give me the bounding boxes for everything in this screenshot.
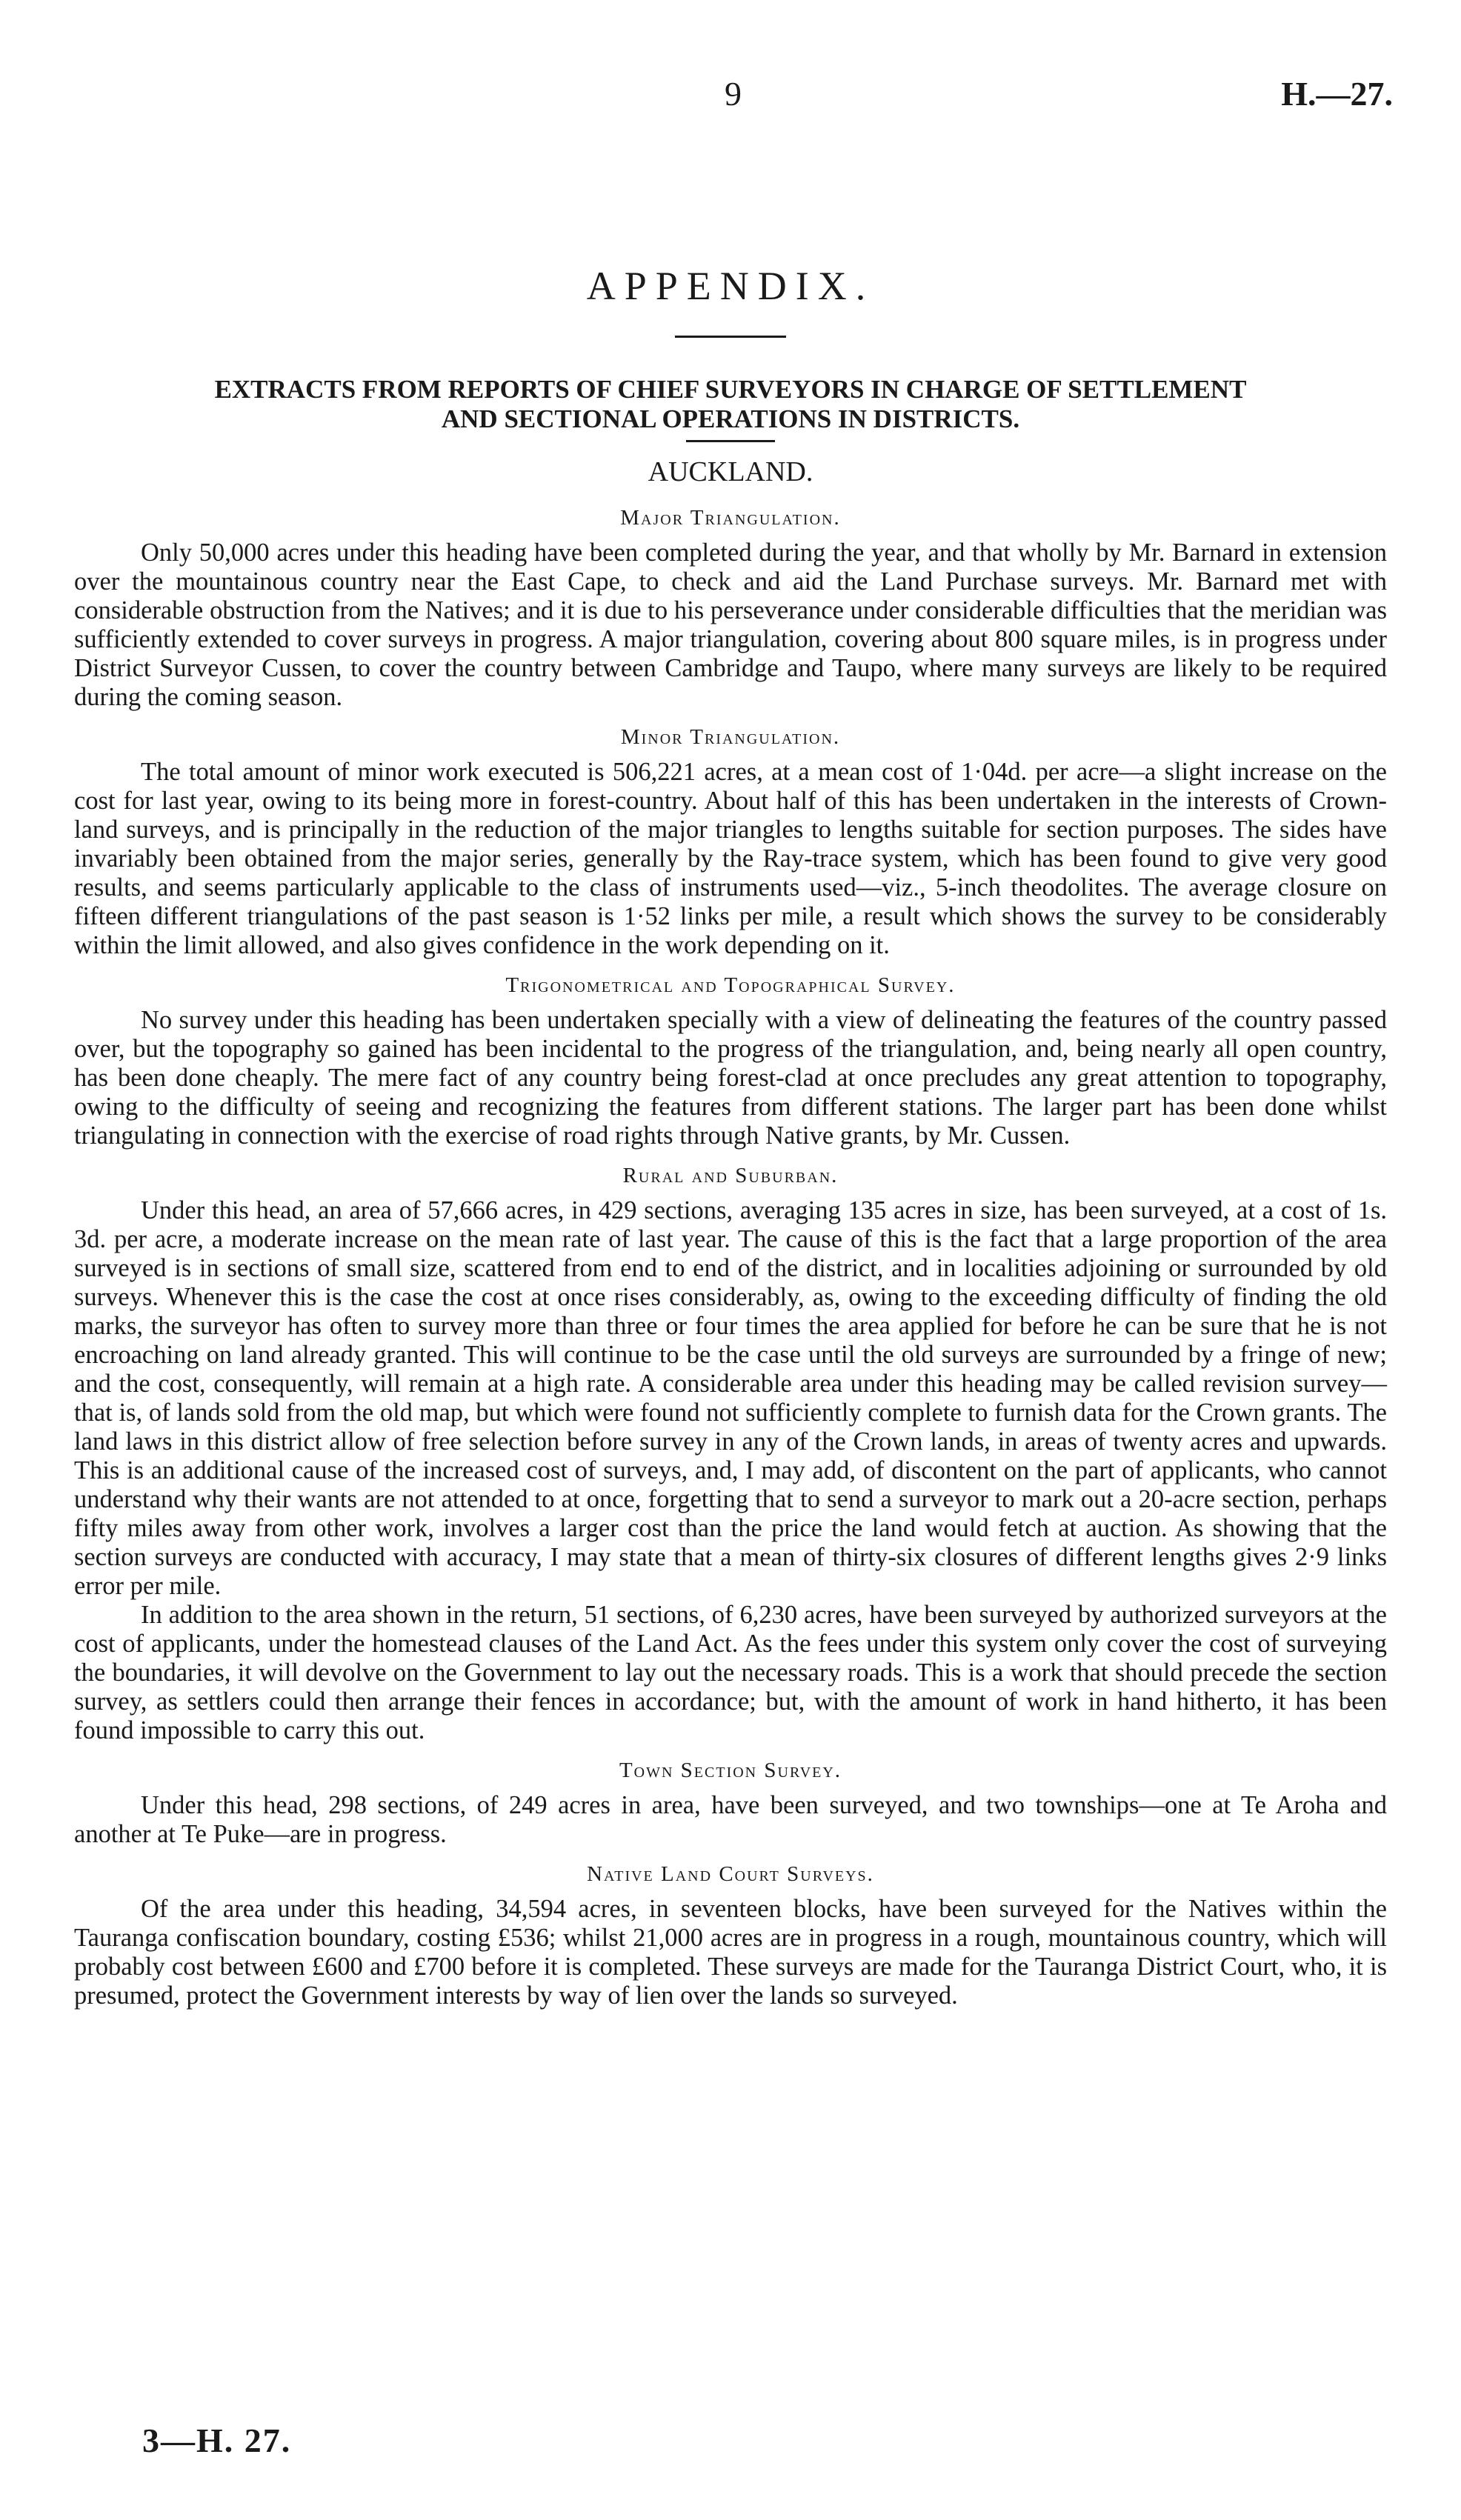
section-heading: Trigonometrical and Topographical Survey. bbox=[505, 973, 956, 997]
section-heading: Native Land Court Surveys. bbox=[587, 1862, 874, 1886]
section-town-survey bbox=[74, 1757, 1387, 1849]
extracts-heading-line-2: AND SECTIONAL OPERATIONS IN DISTRICTS. bbox=[441, 404, 1020, 433]
section-heading: Town Section Survey. bbox=[619, 1759, 842, 1782]
page-number: 9 bbox=[725, 75, 742, 113]
section-native-land-court bbox=[74, 1861, 1387, 2010]
section-rural-suburban bbox=[74, 1162, 1387, 1745]
page-header bbox=[0, 74, 1461, 126]
section-trigonometrical-survey bbox=[74, 972, 1387, 1150]
document-reference: H.—27. bbox=[1281, 75, 1393, 113]
appendix-title: APPENDIX. bbox=[586, 264, 875, 308]
section-minor-triangulation bbox=[74, 724, 1387, 960]
section-paragraph: Under this head, 298 sections, of 249 acres in area, have been surveyed, and two townships—one at Te Aroha and another at Te Puke—are in progress. bbox=[74, 1791, 1387, 1848]
section-paragraph: In addition to the area shown in the return, 51 sections, of 6,230 acres, have been surveyed by authorized surveyors at the cost of applicants, under the homestead clauses of the Land Act. As the fees under this system only cover the cost of surveying the boundaries, it will devolve on the Government to lay out the necessary roads. This is a work that should precede the section survey, as settlers could then arrange their fences in accordance; but, with the amount of work in hand hitherto, it has been found impossible to carry this out. bbox=[74, 1601, 1387, 1744]
section-paragraph: Of the area under this heading, 34,594 acres, in seventeen blocks, have been surveyed for the Natives within the Tauranga confiscation boundary, costing £536; whilst 21,000 acres are in progress in a rough, mountainous country, which will probably cost between £600 and £700 before it is completed. These surveys are made for the Tauranga District Court, who, it is presumed, protect the Government interests by way of lien over the lands so surveyed. bbox=[74, 1895, 1387, 2010]
district-heading: AUCKLAND. bbox=[648, 456, 813, 487]
main-text-column bbox=[74, 263, 1387, 2010]
section-major-triangulation bbox=[74, 504, 1387, 712]
section-paragraph: No survey under this heading has been undertaken specially with a view of delineating the features of the country passed over, but the topography so gained has been incidental to the progress of the triangulation, and, being nearly all open country, has been done cheaply. The mere fact of any country being forest-clad at once precludes any great attention to topography, owing to the difficulty of seeing and recognizing the features from different stations. The larger part has been done whilst triangulating in connection with the exercise of road rights through Native grants, by Mr. Cussen. bbox=[74, 1006, 1387, 1150]
title-divider bbox=[675, 336, 786, 338]
section-paragraph: Under this head, an area of 57,666 acres, in 429 sections, averaging 135 acres in size, has been surveyed, at a cost of 1s. 3d. per acre, a moderate increase on the mean rate of last year. The cause of this is the fact that a large proportion of the area surveyed is in sections of small size, scattered from end to end of the district, and in localities adjoining or surrounded by old surveys. Whenever this is the case the cost at once rises considerably, as, owing to the exceeding difficulty of finding the old marks, the surveyor has often to survey more than three or four times the area applied for before he can be sure that he is not encroaching on land already granted. This will continue to be the case until the old surveys are surrounded by a fringe of new; and the cost, consequently, will remain at a high rate. A considerable area under this heading may be called revision survey—that is, of lands sold from the old map, but which were found not sufficiently complete to furnish data for the Crown grants. The land laws in this district allow of free selection before survey in any of the Crown lands, in areas of twenty acres and upwards. This is an additional cause of the increased cost of surveys, and, I may add, of discontent on the part of applicants, who cannot understand why their wants are not attended to at once, forgetting that to send a surveyor to mark out a 20-acre section, perhaps fifty miles away from other work, involves a larger cost than the price the land would fetch at auction. As showing that the section surveys are conducted with accuracy, I may state that a mean of thirty-six closures of different lengths gives 2·9 links error per mile. bbox=[74, 1196, 1387, 1600]
section-paragraph: The total amount of minor work executed is 506,221 acres, at a mean cost of 1·04d. per acre—a slight increase on the cost for last year, owing to its being more in forest-country. About half of this has been undertaken in the interests of Crown-land surveys, and is principally in the reduction of the major triangles to lengths suitable for section purposes. The sides have invariably been obtained from the major series, generally by the Ray-trace system, which has been found to give very good results, and seems particularly applicable to the class of instruments used—viz., 5-inch theodolites. The average closure on fifteen different triangulations of the past season is 1·52 links per mile, a result which shows the survey to be considerably within the limit allowed, and also gives confidence in the work depending on it. bbox=[74, 758, 1387, 959]
section-paragraph: Only 50,000 acres under this heading have been completed during the year, and that wholly by Mr. Barnard in extension over the mountainous country near the East Cape, to check and aid the Land Purchase surveys. Mr. Barnard met with considerable obstruction from the Natives; and it is due to his perseverance under considerable difficulties that the meridian was sufficiently extended to cover surveys in progress. A major triangulation, covering about 800 square miles, is in progress under District Surveyor Cussen, to cover the country between Cambridge and Taupo, where many surveys are likely to be required during the coming season. bbox=[74, 539, 1387, 711]
section-heading: Minor Triangulation. bbox=[620, 725, 841, 749]
section-heading: Major Triangulation. bbox=[620, 506, 841, 530]
printer-signature: 3—H. 27. bbox=[142, 2421, 292, 2459]
extracts-heading bbox=[74, 375, 1387, 434]
heading-divider bbox=[686, 440, 775, 442]
section-heading: Rural and Suburban. bbox=[622, 1164, 839, 1187]
extracts-heading-line-1: EXTRACTS FROM REPORTS OF CHIEF SURVEYORS IN CHARGE OF SETTLEMENT bbox=[214, 375, 1247, 404]
